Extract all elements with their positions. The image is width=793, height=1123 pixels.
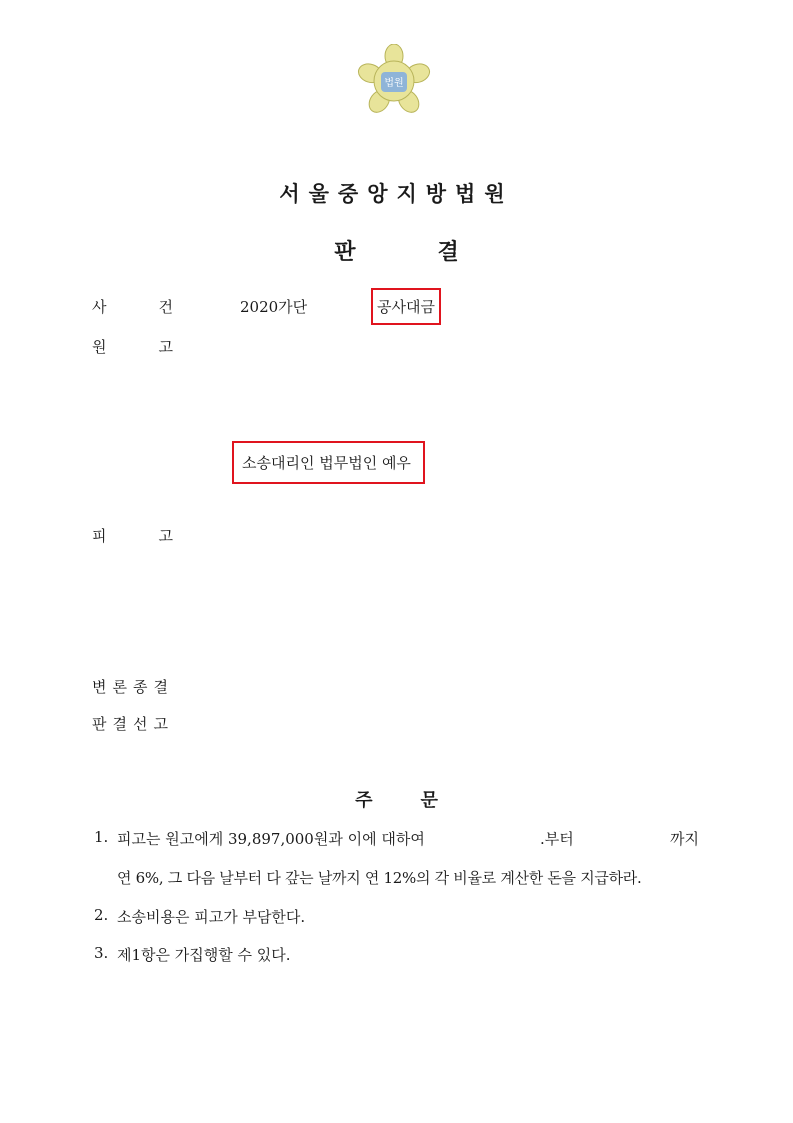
plaintiff-label <box>92 336 173 357</box>
label-char: 건 <box>158 298 173 316</box>
label-char: 사 <box>92 298 107 316</box>
order-title-char-1: 주 <box>355 790 373 811</box>
order-item-1-from: .부터 <box>540 830 574 848</box>
court-name: 서울중앙지방법원 <box>279 182 514 206</box>
label-char: 고 <box>158 527 173 545</box>
emblem-text: 법원 <box>384 78 404 89</box>
case-type: 공사대금 <box>371 288 441 325</box>
order-item-1-num: 1. <box>94 828 109 846</box>
judgment-date-label: 판결선고 <box>92 715 174 733</box>
order-item-3-num: 3. <box>94 944 109 962</box>
counsel: 소송대리인 법무법인 예우 <box>232 441 425 484</box>
hearing-end-label: 변론종결 <box>92 678 174 696</box>
label-char: 피 <box>92 527 107 545</box>
order-item-1-until: 까지 <box>670 830 699 848</box>
court-emblem-icon <box>357 44 431 118</box>
title-char-1: 판 <box>334 240 356 265</box>
title-char-2: 결 <box>437 240 459 265</box>
order-item-2-text: 소송비용은 피고가 부담한다. <box>117 908 306 926</box>
case-number: 2020가단 <box>240 298 308 316</box>
order-title <box>0 786 793 812</box>
order-item-2-num: 2. <box>94 906 109 924</box>
document-title <box>0 235 793 266</box>
case-label <box>92 296 173 317</box>
label-char: 고 <box>158 338 173 356</box>
order-item-1-text: 피고는 원고에게 39,897,000원과 이에 대하여 <box>117 830 425 848</box>
order-item-3-text: 제1항은 가집행할 수 있다. <box>117 946 291 964</box>
order-title-char-2: 문 <box>420 790 438 811</box>
order-item-1-line2: 연 6%, 그 다음 날부터 다 갚는 날까지 연 12%의 각 비율로 계산한 돈을 지급하라. <box>117 869 642 887</box>
defendant-label <box>92 525 173 546</box>
label-char: 원 <box>92 338 107 356</box>
